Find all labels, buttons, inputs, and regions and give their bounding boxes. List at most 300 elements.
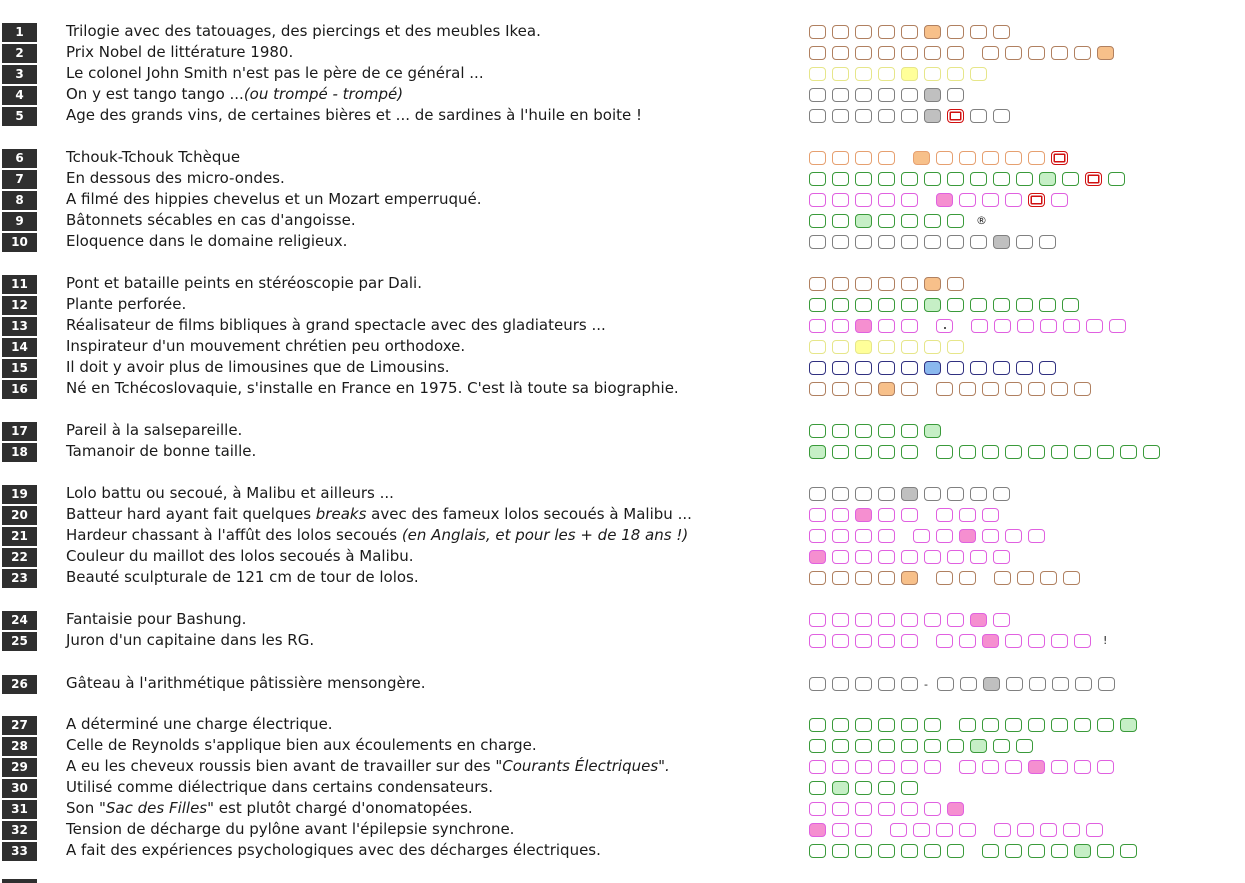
answer-cell[interactable] (936, 508, 953, 522)
answer-cell[interactable] (809, 424, 826, 438)
answer-cell[interactable] (1028, 760, 1045, 774)
answer-cell[interactable] (947, 802, 964, 816)
answer-cell[interactable] (970, 613, 987, 627)
answer-cell[interactable] (924, 298, 941, 312)
answer-cell[interactable] (901, 340, 918, 354)
answer-cell[interactable] (901, 508, 918, 522)
answer-cell[interactable] (993, 361, 1010, 375)
answer-cell[interactable] (1039, 361, 1056, 375)
answer-cell[interactable] (832, 235, 849, 249)
answer-cell[interactable] (947, 739, 964, 753)
answer-cell[interactable] (878, 88, 895, 102)
answer-cell[interactable] (959, 508, 976, 522)
answer-cell[interactable] (959, 151, 976, 165)
answer-cell[interactable] (924, 802, 941, 816)
answer-cell[interactable] (809, 823, 826, 837)
answer-cell[interactable] (1051, 445, 1068, 459)
answer-cell[interactable] (832, 109, 849, 123)
answer-cell[interactable] (809, 571, 826, 585)
answer-cell[interactable] (890, 823, 907, 837)
answer-cell[interactable] (832, 361, 849, 375)
answer-cell[interactable] (809, 802, 826, 816)
answer-cell[interactable] (936, 445, 953, 459)
answer-cell[interactable] (1051, 634, 1068, 648)
answer-cell[interactable] (809, 277, 826, 291)
answer-cell[interactable] (855, 193, 872, 207)
answer-cell[interactable] (878, 193, 895, 207)
answer-cell[interactable] (901, 739, 918, 753)
answer-cell[interactable] (937, 677, 954, 691)
answer-cell[interactable] (924, 277, 941, 291)
answer-cell[interactable] (832, 25, 849, 39)
answer-cell[interactable] (855, 319, 872, 333)
answer-cell[interactable] (983, 677, 1000, 691)
answer-cell[interactable] (1097, 760, 1114, 774)
answer-cell[interactable] (913, 151, 930, 165)
answer-cell[interactable] (855, 67, 872, 81)
answer-cell[interactable] (936, 529, 953, 543)
answer-cell[interactable] (1120, 445, 1137, 459)
answer-cell[interactable] (809, 361, 826, 375)
answer-cell[interactable] (809, 340, 826, 354)
answer-cell[interactable] (809, 760, 826, 774)
answer-cell[interactable] (809, 445, 826, 459)
answer-cell[interactable] (913, 529, 930, 543)
answer-cell[interactable] (901, 613, 918, 627)
answer-cell[interactable] (947, 361, 964, 375)
answer-cell[interactable] (878, 739, 895, 753)
answer-cell[interactable] (832, 613, 849, 627)
answer-cell[interactable] (901, 193, 918, 207)
answer-cell[interactable] (809, 214, 826, 228)
answer-cell[interactable] (1062, 298, 1079, 312)
answer-cell[interactable] (1005, 634, 1022, 648)
answer-cell[interactable] (993, 298, 1010, 312)
answer-cell[interactable] (832, 760, 849, 774)
answer-cell[interactable] (970, 487, 987, 501)
answer-cell[interactable] (1051, 151, 1068, 165)
answer-cell[interactable] (878, 214, 895, 228)
answer-cell[interactable] (809, 550, 826, 564)
answer-cell[interactable] (959, 529, 976, 543)
answer-cell[interactable] (878, 781, 895, 795)
answer-cell[interactable] (809, 382, 826, 396)
answer-cell[interactable] (1086, 319, 1103, 333)
answer-cell[interactable] (809, 677, 826, 691)
answer-cell[interactable] (878, 277, 895, 291)
answer-cell[interactable] (855, 718, 872, 732)
answer-cell[interactable] (901, 67, 918, 81)
answer-cell[interactable] (1028, 634, 1045, 648)
answer-cell[interactable] (947, 172, 964, 186)
answer-cell[interactable] (901, 760, 918, 774)
answer-cell[interactable] (832, 844, 849, 858)
answer-cell[interactable] (959, 634, 976, 648)
answer-cell[interactable] (970, 172, 987, 186)
answer-cell[interactable] (855, 613, 872, 627)
answer-cell[interactable] (809, 781, 826, 795)
answer-cell[interactable] (1063, 319, 1080, 333)
answer-cell[interactable] (982, 151, 999, 165)
answer-cell[interactable] (855, 25, 872, 39)
answer-cell[interactable] (947, 88, 964, 102)
answer-cell[interactable] (936, 571, 953, 585)
answer-cell[interactable] (901, 235, 918, 249)
answer-cell[interactable] (1108, 172, 1125, 186)
answer-cell[interactable] (901, 25, 918, 39)
answer-cell[interactable] (855, 677, 872, 691)
answer-cell[interactable] (855, 109, 872, 123)
answer-cell[interactable] (878, 718, 895, 732)
answer-cell[interactable] (993, 613, 1010, 627)
answer-cell[interactable] (855, 298, 872, 312)
answer-cell[interactable] (878, 151, 895, 165)
answer-cell[interactable] (1005, 151, 1022, 165)
answer-cell[interactable] (1051, 46, 1068, 60)
answer-cell[interactable] (993, 25, 1010, 39)
answer-cell[interactable] (901, 298, 918, 312)
answer-cell[interactable] (982, 508, 999, 522)
answer-cell[interactable] (855, 571, 872, 585)
answer-cell[interactable] (809, 46, 826, 60)
answer-cell[interactable] (832, 634, 849, 648)
answer-cell[interactable] (855, 844, 872, 858)
answer-cell[interactable] (878, 550, 895, 564)
answer-cell[interactable] (1017, 571, 1034, 585)
answer-cell[interactable] (936, 382, 953, 396)
answer-cell[interactable] (1016, 235, 1033, 249)
answer-cell[interactable] (832, 677, 849, 691)
answer-cell[interactable] (855, 88, 872, 102)
answer-cell[interactable] (924, 25, 941, 39)
answer-cell[interactable] (832, 277, 849, 291)
answer-cell[interactable] (1074, 382, 1091, 396)
answer-cell[interactable] (959, 823, 976, 837)
answer-cell[interactable] (1097, 445, 1114, 459)
answer-cell[interactable] (1028, 445, 1045, 459)
answer-cell[interactable] (832, 508, 849, 522)
answer-cell[interactable] (947, 25, 964, 39)
answer-cell[interactable] (970, 235, 987, 249)
answer-cell[interactable] (982, 382, 999, 396)
answer-cell[interactable] (1028, 46, 1045, 60)
answer-cell[interactable] (855, 760, 872, 774)
answer-cell[interactable] (878, 319, 895, 333)
answer-cell[interactable] (947, 844, 964, 858)
answer-cell[interactable] (959, 445, 976, 459)
answer-cell[interactable] (1097, 718, 1114, 732)
answer-cell[interactable] (1005, 382, 1022, 396)
answer-cell[interactable] (994, 823, 1011, 837)
answer-cell[interactable] (994, 571, 1011, 585)
answer-cell[interactable] (982, 46, 999, 60)
answer-cell[interactable] (1006, 677, 1023, 691)
answer-cell[interactable] (1028, 718, 1045, 732)
answer-cell[interactable] (809, 634, 826, 648)
answer-cell[interactable] (924, 613, 941, 627)
answer-cell[interactable] (809, 487, 826, 501)
answer-cell[interactable] (1109, 319, 1126, 333)
answer-cell[interactable] (1016, 298, 1033, 312)
answer-cell[interactable] (901, 172, 918, 186)
answer-cell[interactable] (832, 424, 849, 438)
answer-cell[interactable] (878, 67, 895, 81)
answer-cell[interactable] (993, 172, 1010, 186)
answer-cell[interactable] (878, 109, 895, 123)
answer-cell[interactable] (1005, 718, 1022, 732)
answer-cell[interactable] (1051, 382, 1068, 396)
answer-cell[interactable] (1074, 718, 1091, 732)
answer-cell[interactable] (936, 823, 953, 837)
answer-cell[interactable] (924, 172, 941, 186)
answer-cell[interactable] (982, 718, 999, 732)
answer-cell[interactable] (959, 382, 976, 396)
answer-cell[interactable] (878, 424, 895, 438)
answer-cell[interactable] (1143, 445, 1160, 459)
answer-cell[interactable] (855, 172, 872, 186)
answer-cell[interactable] (878, 529, 895, 543)
answer-cell[interactable] (1051, 760, 1068, 774)
answer-cell[interactable] (809, 739, 826, 753)
answer-cell[interactable] (960, 677, 977, 691)
answer-cell[interactable] (982, 760, 999, 774)
answer-cell[interactable] (855, 823, 872, 837)
answer-cell[interactable] (1051, 193, 1068, 207)
answer-cell[interactable] (1039, 235, 1056, 249)
answer-cell[interactable] (1017, 319, 1034, 333)
answer-cell[interactable] (855, 550, 872, 564)
answer-cell[interactable] (901, 424, 918, 438)
answer-cell[interactable] (832, 781, 849, 795)
answer-cell[interactable] (855, 802, 872, 816)
answer-cell[interactable] (970, 550, 987, 564)
answer-cell[interactable] (993, 739, 1010, 753)
answer-cell[interactable] (878, 802, 895, 816)
answer-cell[interactable] (1040, 571, 1057, 585)
answer-cell[interactable] (809, 25, 826, 39)
answer-cell[interactable] (878, 844, 895, 858)
answer-cell[interactable] (901, 571, 918, 585)
answer-cell[interactable] (832, 46, 849, 60)
answer-cell[interactable] (1039, 298, 1056, 312)
answer-cell[interactable] (970, 361, 987, 375)
answer-cell[interactable] (924, 214, 941, 228)
answer-cell[interactable] (901, 634, 918, 648)
answer-cell[interactable] (809, 613, 826, 627)
answer-cell[interactable] (1074, 46, 1091, 60)
answer-cell[interactable] (947, 214, 964, 228)
answer-cell[interactable] (924, 361, 941, 375)
answer-cell[interactable] (855, 739, 872, 753)
answer-cell[interactable] (878, 25, 895, 39)
answer-cell[interactable] (971, 319, 988, 333)
answer-cell[interactable] (832, 529, 849, 543)
answer-cell[interactable] (832, 718, 849, 732)
answer-cell[interactable] (809, 508, 826, 522)
answer-cell[interactable] (809, 151, 826, 165)
answer-cell[interactable] (878, 235, 895, 249)
answer-cell[interactable] (947, 46, 964, 60)
answer-cell[interactable] (809, 67, 826, 81)
answer-cell[interactable] (855, 529, 872, 543)
answer-cell[interactable] (1005, 46, 1022, 60)
answer-cell[interactable] (1016, 172, 1033, 186)
answer-cell[interactable] (832, 340, 849, 354)
answer-cell[interactable] (855, 46, 872, 60)
answer-cell[interactable] (947, 67, 964, 81)
answer-cell[interactable] (1086, 823, 1103, 837)
answer-cell[interactable] (1029, 677, 1046, 691)
answer-cell[interactable] (878, 340, 895, 354)
answer-cell[interactable] (901, 319, 918, 333)
answer-cell[interactable] (970, 298, 987, 312)
answer-cell[interactable] (913, 823, 930, 837)
answer-cell[interactable] (970, 109, 987, 123)
answer-cell[interactable] (1039, 172, 1056, 186)
answer-cell[interactable] (855, 361, 872, 375)
answer-cell[interactable] (924, 46, 941, 60)
answer-cell[interactable] (1074, 634, 1091, 648)
answer-cell[interactable] (924, 340, 941, 354)
answer-cell[interactable] (832, 382, 849, 396)
answer-cell[interactable] (809, 109, 826, 123)
answer-cell[interactable] (970, 739, 987, 753)
answer-cell[interactable] (1052, 677, 1069, 691)
answer-cell[interactable] (959, 571, 976, 585)
answer-cell[interactable] (1097, 844, 1114, 858)
answer-cell[interactable] (901, 46, 918, 60)
answer-cell[interactable] (924, 235, 941, 249)
answer-cell[interactable] (901, 802, 918, 816)
answer-cell[interactable] (878, 172, 895, 186)
answer-cell[interactable] (1063, 571, 1080, 585)
answer-cell[interactable] (855, 151, 872, 165)
answer-cell[interactable] (936, 151, 953, 165)
answer-cell[interactable] (832, 214, 849, 228)
answer-cell[interactable] (924, 109, 941, 123)
answer-cell[interactable] (1005, 760, 1022, 774)
answer-cell[interactable] (901, 88, 918, 102)
answer-cell[interactable] (878, 46, 895, 60)
answer-cell[interactable] (855, 214, 872, 228)
answer-cell[interactable] (924, 424, 941, 438)
answer-cell[interactable] (947, 550, 964, 564)
answer-cell[interactable] (982, 445, 999, 459)
answer-cell[interactable] (1074, 760, 1091, 774)
answer-cell[interactable] (832, 151, 849, 165)
answer-cell[interactable] (1120, 718, 1137, 732)
answer-cell[interactable] (878, 298, 895, 312)
answer-cell[interactable] (982, 529, 999, 543)
answer-cell[interactable] (901, 718, 918, 732)
answer-cell[interactable] (947, 613, 964, 627)
answer-cell[interactable] (878, 760, 895, 774)
answer-cell[interactable] (959, 718, 976, 732)
answer-cell[interactable] (832, 298, 849, 312)
answer-cell[interactable] (855, 781, 872, 795)
answer-cell[interactable] (901, 844, 918, 858)
answer-cell[interactable] (878, 487, 895, 501)
answer-cell[interactable] (832, 571, 849, 585)
answer-cell[interactable] (878, 571, 895, 585)
answer-cell[interactable] (970, 67, 987, 81)
answer-cell[interactable] (809, 718, 826, 732)
answer-cell[interactable] (1005, 445, 1022, 459)
answer-cell[interactable] (1051, 844, 1068, 858)
answer-cell[interactable] (924, 760, 941, 774)
answer-cell[interactable] (993, 235, 1010, 249)
answer-cell[interactable] (832, 802, 849, 816)
answer-cell[interactable] (832, 193, 849, 207)
answer-cell[interactable] (947, 340, 964, 354)
answer-cell[interactable] (936, 319, 953, 333)
answer-cell[interactable] (1098, 677, 1115, 691)
answer-cell[interactable] (947, 487, 964, 501)
answer-cell[interactable] (924, 718, 941, 732)
answer-cell[interactable] (832, 445, 849, 459)
answer-cell[interactable] (832, 550, 849, 564)
answer-cell[interactable] (924, 67, 941, 81)
answer-cell[interactable] (901, 677, 918, 691)
answer-cell[interactable] (1051, 718, 1068, 732)
answer-cell[interactable] (855, 487, 872, 501)
answer-cell[interactable] (993, 550, 1010, 564)
answer-cell[interactable] (809, 844, 826, 858)
answer-cell[interactable] (809, 235, 826, 249)
answer-cell[interactable] (855, 634, 872, 648)
answer-cell[interactable] (1016, 361, 1033, 375)
answer-cell[interactable] (1005, 529, 1022, 543)
answer-cell[interactable] (855, 508, 872, 522)
answer-cell[interactable] (924, 550, 941, 564)
answer-cell[interactable] (993, 109, 1010, 123)
answer-cell[interactable] (959, 760, 976, 774)
answer-cell[interactable] (947, 109, 964, 123)
answer-cell[interactable] (855, 445, 872, 459)
answer-cell[interactable] (901, 214, 918, 228)
answer-cell[interactable] (1016, 739, 1033, 753)
answer-cell[interactable] (901, 445, 918, 459)
answer-cell[interactable] (982, 844, 999, 858)
answer-cell[interactable] (1040, 823, 1057, 837)
answer-cell[interactable] (1005, 844, 1022, 858)
answer-cell[interactable] (901, 382, 918, 396)
answer-cell[interactable] (1062, 172, 1079, 186)
answer-cell[interactable] (855, 424, 872, 438)
answer-cell[interactable] (947, 298, 964, 312)
answer-cell[interactable] (1074, 844, 1091, 858)
answer-cell[interactable] (809, 529, 826, 543)
answer-cell[interactable] (1028, 151, 1045, 165)
answer-cell[interactable] (982, 193, 999, 207)
answer-cell[interactable] (809, 319, 826, 333)
answer-cell[interactable] (878, 508, 895, 522)
answer-cell[interactable] (901, 361, 918, 375)
answer-cell[interactable] (982, 634, 999, 648)
answer-cell[interactable] (994, 319, 1011, 333)
answer-cell[interactable] (947, 277, 964, 291)
answer-cell[interactable] (832, 88, 849, 102)
answer-cell[interactable] (832, 739, 849, 753)
answer-cell[interactable] (832, 172, 849, 186)
answer-cell[interactable] (947, 235, 964, 249)
answer-cell[interactable] (878, 677, 895, 691)
answer-cell[interactable] (855, 340, 872, 354)
answer-cell[interactable] (901, 487, 918, 501)
answer-cell[interactable] (936, 634, 953, 648)
answer-cell[interactable] (1017, 823, 1034, 837)
answer-cell[interactable] (878, 382, 895, 396)
